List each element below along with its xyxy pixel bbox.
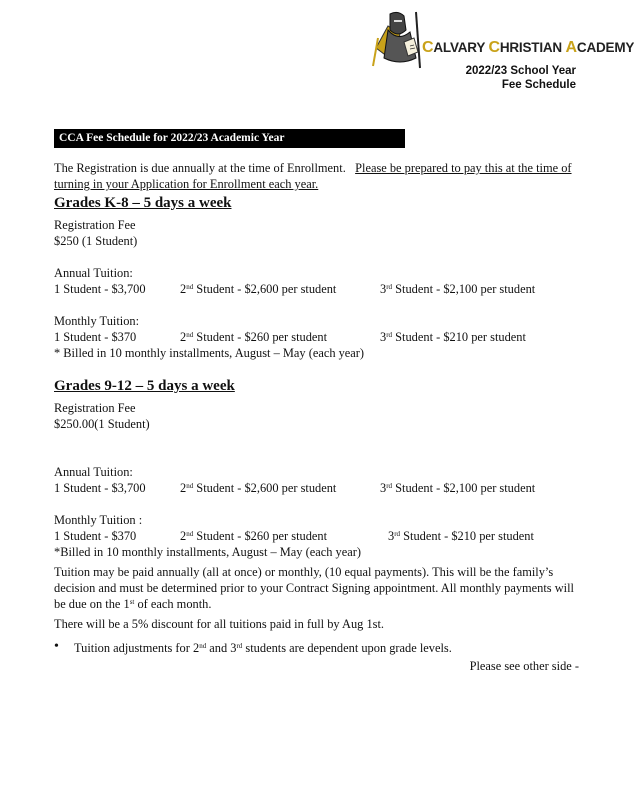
intro-text: The Registration is due annually at the time of Enrollment. Please be prepared to pay this at the time of turning in your Application for Enrollment each year. [54, 161, 572, 191]
bullet-icon: • [54, 639, 59, 654]
hs-monthly-tuition: Monthly Tuition : 1 Student - $370 2nd Student - $260 per student 3rd Student - $210 per student *Billed in 10 monthly installments, August – May (each year) [54, 512, 579, 560]
hs-billing-note: *Billed in 10 monthly installments, August – May (each year) [54, 545, 361, 559]
bullet-item [54, 640, 579, 656]
school-year: 2022/23 School Year [465, 65, 576, 77]
heading-k8: Grades K-8 – 5 days a week [54, 195, 232, 211]
intro-underlined: Please be prepared to pay this at the time of turning in your Application for Enrollment each year. [54, 161, 572, 191]
fee-schedule-label: Fee Schedule [501, 79, 576, 91]
fee-content [54, 160, 579, 674]
k8-monthly-row: 1 Student - $370 2nd Student - $260 per student 3rd Student - $210 per student [54, 330, 526, 344]
footer-note: Please see other side - [469, 659, 579, 673]
heading-9-12: Grades 9-12 – 5 days a week [54, 378, 235, 394]
discount-note: There will be a 5% discount for all tuitions paid in full by Aug 1st. [54, 617, 385, 631]
hs-annual-tuition: Annual Tuition: 1 Student - $3,700 2nd Student - $2,600 per student 3rd Student - $2,100 per student [54, 464, 579, 496]
hs-registration: Registration Fee $250.00(1 Student) [54, 401, 150, 431]
k8-annual-row: 1 Student - $3,700 2nd Student - $2,600 per student 3rd Student - $2,100 per student [54, 282, 536, 296]
title-bar: CCA Fee Schedule for 2022/23 Academic Year [54, 129, 405, 148]
document-header [466, 64, 576, 92]
bullet-text: Tuition adjustments for 2nd and 3rd students are dependent upon grade levels. [74, 641, 452, 655]
hs-annual-row: 1 Student - $3,700 2nd Student - $2,600 per student 3rd Student - $2,100 per student [54, 481, 536, 495]
k8-billing-note: * Billed in 10 monthly installments, August – May (each year) [54, 346, 365, 360]
school-name: CALVARY CHRISTIAN ACADEMY [422, 39, 634, 56]
hs-monthly-row: 1 Student - $370 2nd Student - $260 per student 3rd Student - $210 per student [54, 529, 534, 543]
knight-crest-icon [370, 8, 426, 70]
k8-registration: Registration Fee $250 (1 Student) [54, 218, 138, 248]
payment-paragraph: Tuition may be paid annually (all at once) or monthly, (10 equal payments). This will be the family’s decision and must be determined prior to your Contract Signing appointment. All monthly payments will be due on the 1st of each month. [54, 565, 574, 611]
k8-monthly-tuition: Monthly Tuition: 1 Student - $370 2nd Student - $260 per student 3rd Student - $210 per student * Billed in 10 monthly installments, August – May (each year) [54, 313, 579, 361]
k8-annual-tuition: Annual Tuition: 1 Student - $3,700 2nd Student - $2,600 per student 3rd Student - $2,100 per student [54, 265, 579, 297]
